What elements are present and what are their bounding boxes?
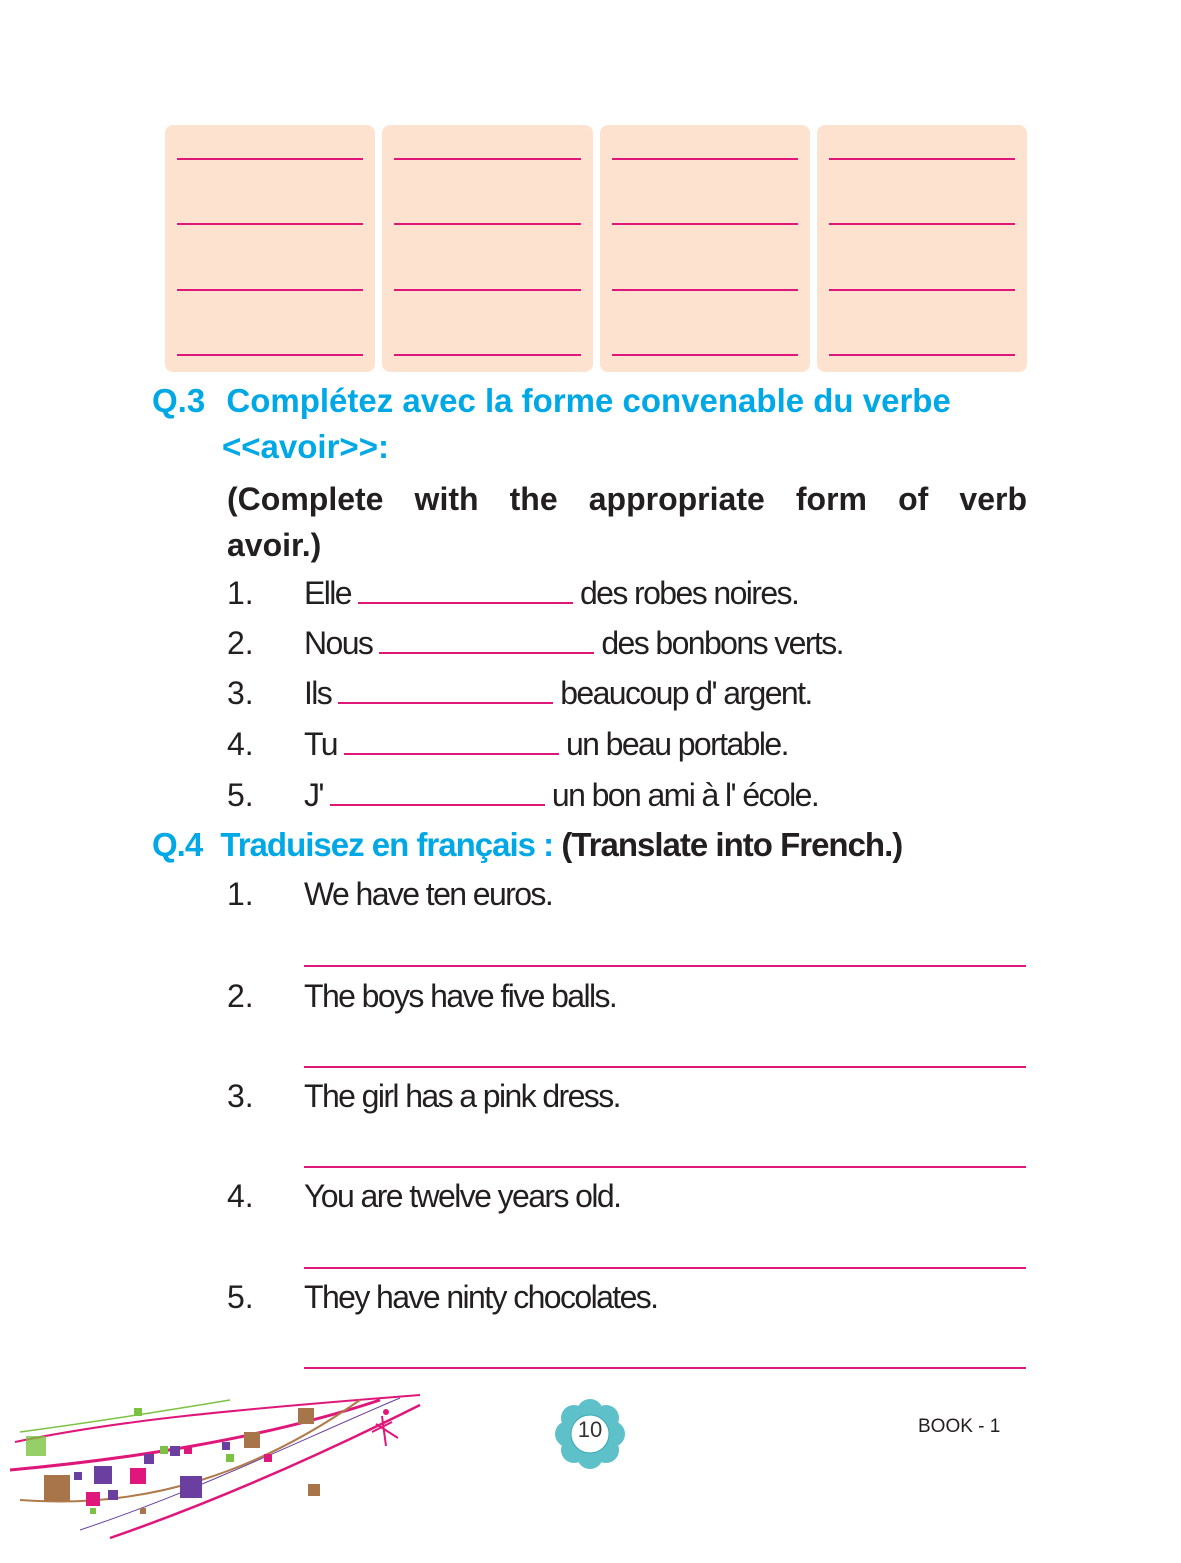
item-rest: un beau portable. [565,726,788,762]
write-line[interactable] [177,354,363,356]
answer-line[interactable] [304,1267,1026,1269]
item-rest: des bonbons verts. [601,625,843,661]
fill-blank[interactable] [379,628,594,654]
fill-blank[interactable] [330,780,545,806]
item-subject: J' [304,777,323,813]
answer-line[interactable] [304,965,1026,967]
fill-blank[interactable] [338,678,553,704]
q4-title: Traduisez en français : [220,826,554,863]
item-number: 3. [227,675,254,711]
write-line[interactable] [829,354,1015,356]
answer-line[interactable] [304,1066,1026,1068]
answer-line[interactable] [304,1166,1026,1168]
q4-label: Q.4 [152,826,203,863]
write-line[interactable] [612,223,798,225]
q4-heading [152,826,902,864]
q3-item [227,726,788,763]
item-rest: un bon ami à l' école. [551,777,819,813]
grid-column [817,125,1027,372]
item-text: The boys have five balls. [304,978,617,1014]
answer-grid [165,125,1027,372]
q3-heading [152,382,951,420]
item-subject: Elle [304,575,351,611]
q4-item [227,1279,657,1316]
write-line[interactable] [177,289,363,291]
q3-instruction-line1: (Complete with the appropriate form of verb [227,481,1027,517]
item-number: 3. [227,1078,254,1114]
write-line[interactable] [177,158,363,160]
item-number: 5. [227,1279,254,1315]
write-line[interactable] [177,223,363,225]
item-text: They have ninty chocolates. [304,1279,658,1315]
q3-title-line2: <<avoir>>: [222,428,389,465]
write-line[interactable] [394,354,580,356]
q3-item [227,625,843,662]
grid-column [165,125,375,372]
book-label: BOOK - 1 [918,1416,1001,1437]
page-number: 10 [577,1417,603,1442]
item-number: 5. [227,777,254,813]
write-line[interactable] [612,158,798,160]
fill-blank[interactable] [358,578,573,604]
write-line[interactable] [394,289,580,291]
q3-item [227,575,798,612]
write-line[interactable] [829,223,1015,225]
item-subject: Nous [304,625,373,661]
write-line[interactable] [829,158,1015,160]
item-subject: Ils [304,675,332,711]
write-line[interactable] [394,223,580,225]
write-line[interactable] [612,354,798,356]
item-text: You are twelve years old. [304,1178,621,1214]
q3-item [227,675,812,712]
item-number: 1. [227,575,254,611]
item-rest: des robes noires. [579,575,799,611]
grid-column [600,125,810,372]
answer-line[interactable] [304,1367,1026,1369]
item-text: We have ten euros. [304,876,553,912]
grid-column [382,125,592,372]
item-text: The girl has a pink dress. [304,1078,620,1114]
item-number: 2. [227,978,254,1014]
q4-item [227,1078,620,1115]
item-number: 4. [227,726,254,762]
fill-blank[interactable] [344,729,559,755]
q4-item [227,1178,620,1215]
item-number: 4. [227,1178,254,1214]
q4-item [227,876,552,913]
q3-title: Complétez avec la forme convenable du verbe [226,382,951,419]
q4-item [227,978,616,1015]
q4-subtitle: (Translate into French.) [561,826,903,863]
q3-instruction-line2: avoir.) [227,527,322,563]
decorative-swirl-icon [0,1380,430,1560]
item-number: 2. [227,625,254,661]
write-line[interactable] [612,289,798,291]
q3-label: Q.3 [152,382,206,419]
item-subject: Tu [304,726,337,762]
write-line[interactable] [829,289,1015,291]
item-number: 1. [227,876,254,912]
item-rest: beaucoup d' argent. [560,675,812,711]
write-line[interactable] [394,158,580,160]
q3-item [227,777,818,814]
